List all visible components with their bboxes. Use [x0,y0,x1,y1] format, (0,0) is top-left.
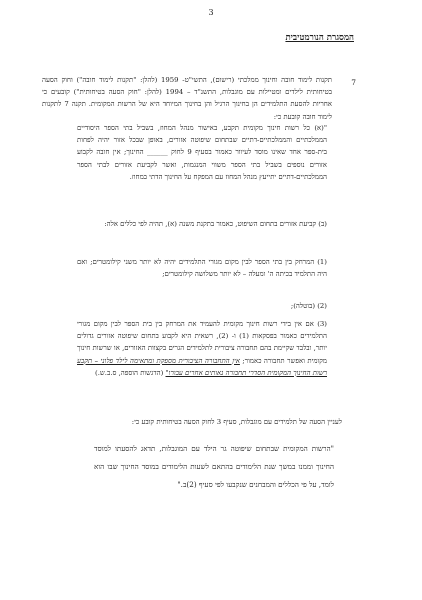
clause-1 [77,256,327,280]
item-number: 7 [351,78,356,87]
quote-regulation-a [77,122,327,183]
emphasis-note: (הדגשות הוספה, ס.ב.ש.) [95,368,164,377]
emphasized-text: אין התחבורה הציבורית מספקת ומתאימה לילד פלוני – תקבע רשות החינוך המקומית הסדרי תחבורה נאותים אחרים עבורו" [77,356,327,377]
quote-section-3 [94,440,334,494]
clause-3 [77,318,327,379]
page-number: 3 [208,8,214,17]
paragraph-text: (ב) קביעת אזורים בתחום השיפוט, כאמור בתקנת משנה (א), תהיה לפי כללים אלה: [104,220,327,228]
paragraph-text: (2) (בוטלה); [290,302,327,310]
quote-regulation-b [77,218,327,230]
paragraph-intro [42,74,332,123]
section-title: המסגרת הנורמטיבית [285,33,354,43]
paragraph-text: לעניין הסעה של תלמידים עם מוגבלות, סעיף 3 לחוק הסעה בטיחותית קובע כי: [131,418,342,426]
paragraph-text: "(א) כל רשות חינוך מקומית תקבע, באישור מנהל המחוז, בשביל בתי הספר היסודיים הממלכתיים והממלכתיים-דתיים שבתחום שיפוטה אזורים, באופן שבכל אזור יהיה לפחות בית-ספר אחד שאינו מוסד לעיוור כאמור בסעיף 9 לחוק ______ החינוך; אין חובה לקבוע אזורים נוספים בשביל בתי הספר משווי המנגמות, ואשר לקביעת אזורים לבתי הספר הממלכתיים-דתיים יתייעץ מנהל המחוז עם המפקח על החינוך הדתי במחוז. [77,124,328,181]
paragraph-text: (1) המרחק בין בתי הספר לבין מקום מגורי התלמידים יהיה לא יותר משני קילומטרים; ואם היה התלמיד בכיתה ה' ומעלה – לא יותר משלושה קילומטרים; [77,258,327,279]
paragraph-text: תקנות לימוד חובה וחינוך ממלכתי (רישום), התשי"ט- 1959 (להלן: "תקנות לימוד חובה") וחוק הסעה בטיחותית לילדים ומטיילות עם מוגבלות, התשנ"ד – 1994 (להלן: "חוק הסעה בטיחותית") קובעים כי אחריות להסעת התלמידים הן בחינוך הרגיל והן בחינוך המיוחד היא של הרשות המקומית. תקנה 7 לתקנות לימוד חובה קובעת כי: [42,76,333,121]
clause-text: (3) אם אין בידי רשות חינוך מקומית להעמיד את המרחק בין בית הספר לבין מקום מגורי התלמידים כאמור בפסקאות (1) ו- (2), רשאית היא לקבוע בתחום שיפוטה אזורים גדולים יותר, ובלבד שקיימת בהם תחבורה ציבורית לתלמידים הגרים בקצוות האזורים, או שרשות חינוך מקומית ואפשר תחבורה כאמור; [77,320,327,365]
paragraph-text [77,318,327,379]
paragraph-disability-transport [42,416,342,429]
clause-2 [77,300,327,312]
quote-text: "הרשות המקומית שבתחום שיפוטה גר הילד עם המוגבלות, תדאג להסעתו למוסד החינוך וממנו במשך שנת הלימודים בהתאם לשעות הלימודים במוסד החינוך שבו הוא לומד, על פי הכללים והמבחנים שנקבעו לפי סעיף (2)ב." [94,444,334,489]
